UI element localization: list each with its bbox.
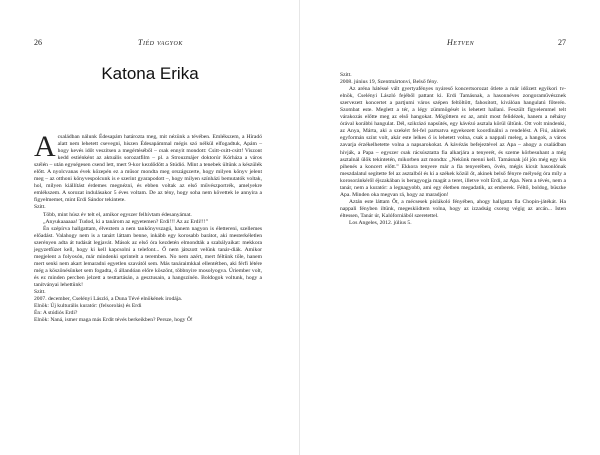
paragraph: Az aréna hátéssé vált gyertyafényes nyáreső koncertsorozat ötlete a már időzett egyikori tv-elnök, Cselényi László fejéből pattant ki. Erdi Tamásnak, a hasonnéves zongoraművésznek szervezett koncertet a partjumi város szépen feltöltött, fahosított, kiválóan hangulatú főterén. Szombat este. Meglett a tér, a légy zümmögését is lehetett hallani. Feszült figyelemmel telt várakozás előtte meg az első hangokat. Mögöttem ez az, amit most felidézek, hanem a néhány órával korábbi hangulat. Dél, szikrázó napsütés, egy kávézó asztala körül ültünk. Ott volt mindenki, az Anya, Márta, aki a szekért fel-fel partsatva egyekezett koordinálni a rendelést. A Fiú, akinek egyformán színt volt, akár este lelkes ő is lehetett volna, csak a nappali meleg, a hangok, a város zavarja érzékelhetette volna a napsarokokat. A kávézás befejeztével az Apa – ahogy a családban hívják, a Papa – egyszer csak rácsúsztatta fia alkarjára a tenyerét, és szeme körbesuhant a még asztalnál ülők tekintetén, mikorben azt mondta: „Nekünk menni kell. Tamásnak jól jön még egy kis pihenés a koncert előtt.” Ekkora tenyere már a fia tenyerében, övén, mégis kicsit hasonlónak meszdalatul segítette fel az asztalból és kí a székek közül őt, akinek belső fényre mélység óra míly a korosoránkéről éjszakában is beragyogja magát a teret, illetve volt Erdi, az Apa. Nem a tévés, nem a tanár, nem a kuratór: a legnagyobb, ami egy életben megadatik, az emberek. Féltő, boldog, büszke Apa. Minden oka megvan rá, hogy az maradjon!: [340, 86, 566, 198]
paragraph: Aztán este láttam Őt, a mécsesek pislákoló fényében, ahogy hallgatta fia Chopin-játékát. Ha nappali fényben iltünk, megeskiidtem volna, hogy az izzadság csorog végig az arcán... Isten éltessen, Tanár úr, Kalóforniából szeretettel.: [340, 198, 566, 219]
drop-cap: A: [34, 130, 56, 163]
paragraph: Több, mint húsz év telt el, amikor egyszer felhívtam édesanyámat.: [43, 211, 192, 218]
paragraph: 2007. december, Cselényi László, a Duna Tévé elnökének irodája.: [34, 296, 183, 303]
chapter-title: Katona Erika: [101, 64, 199, 83]
paragraph: Elnök: Új kulturális kuratór: (felsorolás) és Erdi: [34, 303, 142, 310]
paragraph: Szitt.: [34, 289, 46, 296]
right-page-body: [340, 72, 566, 227]
paragraph: Elnök: Naná, ismer maga más Erdit tévés berkeikben? Persze, hogy Ő!: [34, 317, 193, 324]
paragraph: Los Angeles, 2012. július 5.: [349, 219, 412, 226]
paragraph: „Anyukaaaaaa! Tudod, ki a tanárom az egyetemen? Erdi!!! Az az Erdi!!!”: [43, 218, 209, 225]
running-head-right: Hetven: [447, 38, 475, 47]
paragraph: Acsaládban nálunk Édesapám határozta meg, mit nézünk a tévében. Emlékszem, a Híradó alatt nem lehetett csevegni, hiszen Édesapámmal mégis szó nélkül elfogadtuk, Apám – hogy kevés időt veszítsen a megértéséből – csak ennyit mondott: Csitt-csitt-csitt! Viszont kedd estiénként az aktuális sorozatfilm – pl. a Strouzmájer doktorúr Kórháza a város szélén – után egységesen csend lett, mert 9-kor kezdődött a Stúdió. Mint a tenebek ültünk a készülék előtt. A nyolcvanas évek közepén ez a műsor mondta meg országszerte, hogy milyen könyv jelent meg – az otthoni könyvespolcunk is e szerint gyarapodott –, hogy milyen színházi bemutatók voltak, hol, milyen kiállítást érdemes megnézni, és ebben voltak az első művészportrék, amelyekre emlékszem. A sorozat indulásakor 5 éves voltam. De az tény, hogy soha nem követtek le annyira a figyelmemet, mint Erdi Sándor tekintete.: [34, 130, 262, 204]
right-page: [300, 0, 600, 455]
paragraph: 2008. június 19, Szentmártonvi, Belső fény.: [340, 79, 438, 86]
page-number-left: 26: [34, 38, 42, 47]
page-number-right: 27: [558, 38, 566, 47]
left-page-body: [34, 130, 262, 324]
paragraph: Én szépírva hallgattam, élveztem a nem tankönyvszagú, hanem nagyon is élettereni, szellemes előadást. Valahogy nem is a tanárt láttam benne, inkább egy korosabb barátot, aki mesterkéletlen szerényen adta át tudását legjavát. Mások az első óra kezdetén elmondták a szabályaikat: mekkora jegyzetfüzet kell, hogy ki kell kapcsolni a telefont... Ő nem játszott velünk tanár-diák. Amikor megjelent a folyosón, már mindenki sprintelt a teremben. No nem azért, mert féltünk tőle, hanem mert senki nem akart lemaradni egyetlen szavától sem. Más tanáraimkkal ellentétben, aki férfi létére még a köszönésünket sem fogadta, ő állandóan előre köszönt, többnyire mosolyogva. Úriember volt, és ez minden percben jelzett a testtartásán, a gesztusain, a hangszínén. Boldogok voltunk, hogy a tanítványai lehettünk!: [34, 225, 262, 288]
paragraph: Szitt.: [340, 72, 352, 78]
paragraph: Én: A stúdiós Erdi?: [34, 310, 78, 317]
paragraph: Szitt.: [34, 204, 46, 211]
running-head-left: Tiéd vagyok: [138, 38, 183, 47]
